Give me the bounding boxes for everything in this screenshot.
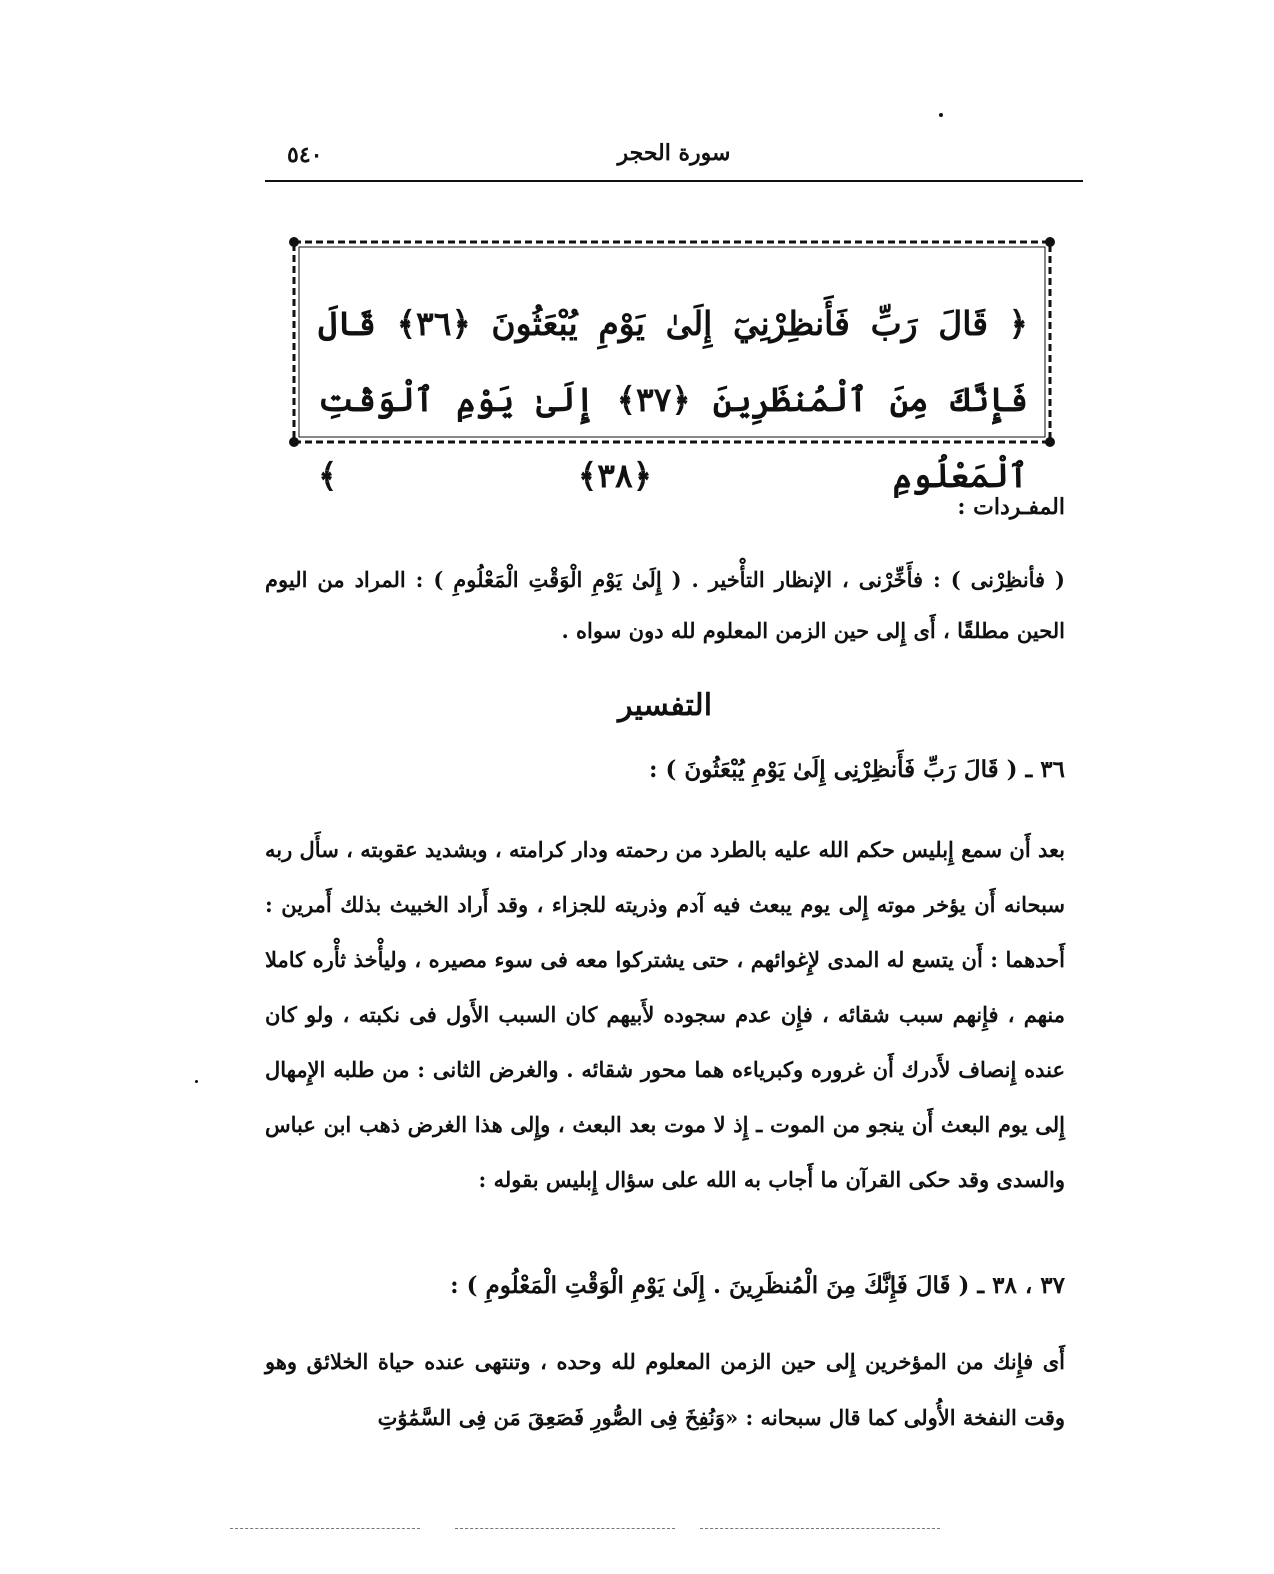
footer-rule (700, 1528, 940, 1529)
page-number: ٥٤٠ (287, 142, 323, 168)
footer-rule (455, 1528, 675, 1529)
ayah-36-commentary: بعد أَن سمع إِبليس حكم الله عليه بالطرد من رحمته ودار كرامته ، وبشديد عقوبته ، سأَل ربه سبحانه أَن يؤخر موته إِلى يوم يبعث فيه آدم وذريته للجزاء ، وقد أَراد الخبيث بذلك أَمرين : أَحدهما : أَن يتسع له المدى لإِغوائهم ، حتى يشتركوا معه فى سوء مصيره ، وليأْخذ ثأْره كاملا منهم ، فإِنهم سبب شقائه ، فإِن عدم سجوده لأَبيهم كان السبب الأَول فى نكبته ، ولو كان عنده إِنصاف لأَدرك أَن غروره وكبرياءه هما محور شقائه . والغرض الثانى : من طلبه الإِمهال إِلى يوم البعث أَن ينجو من الموت ـ إِذ لا موت بعد البعث ، وإِلى هذا الغرض ذهب ابن عباس والسدى وقد حكى القرآن ما أَجاب به الله على سؤال إِبليس بقوله : (264, 837, 1065, 1192)
tafsir-title: التفسير (617, 688, 713, 723)
quran-verse-text: ﴿ قَالَ رَبِّ فَأَنظِرْنِيٓ إِلَىٰ يَوْمِ يُبْعَثُونَ ﴿٣٦﴾ قَالَ فَإِنَّكَ مِنَ ٱلْمُنظَرِينَ ﴿٣٧﴾ إِلَىٰ يَوْمِ ٱلْوَقْتِ ٱلْمَعْلُومِ ﴿٣٨﴾ ﴾ (318, 304, 1028, 495)
header-rule (265, 180, 1083, 182)
ayah-37-38-heading: ٣٧ ، ٣٨ ـ ( قَالَ فَإِنَّكَ مِنَ الْمُنظَرِينَ . إِلَىٰ يَوْمِ الْوَقْتِ الْمَعْلُومِ ) : (450, 1272, 1065, 1299)
verse-frame (286, 234, 1058, 495)
footer-rule (230, 1528, 420, 1529)
scan-speck (939, 113, 943, 117)
surah-title: سورة الحجر (617, 140, 731, 166)
scan-speck (195, 1080, 198, 1083)
vocabulary-label: المفـردات : (957, 494, 1065, 520)
vocabulary-text: ( فأنظِرْنى ) : فأَخِّرْنى ، الإنظار التأْخير . ( إِلَىٰ يَوْمِ الْوَقْتِ الْمَعْلُومِ ) : المراد من اليوم الحين مطلقًا ، أَى إِلى حين الزمن المعلوم لله دون سواه . (265, 567, 1065, 643)
page-header (265, 138, 1083, 182)
ayah-36-heading: ٣٦ ـ ( قَالَ رَبِّ فَأَنظِرْنِى إِلَىٰ يَوْمِ يُبْعَثُونَ ) : (648, 756, 1065, 783)
ayah-37-38-commentary: أَى فإِنك من المؤخرين إِلى حين الزمن المعلوم لله وحده ، وتنتهى عنده حياة الخلائق وهو وقت النفخة الأُولى كما قال سبحانه : «وَنُفِخَ فِى الصُّورِ فَصَعِقَ مَن فِى السَّمَٰوَٰتِ (265, 1349, 1065, 1430)
